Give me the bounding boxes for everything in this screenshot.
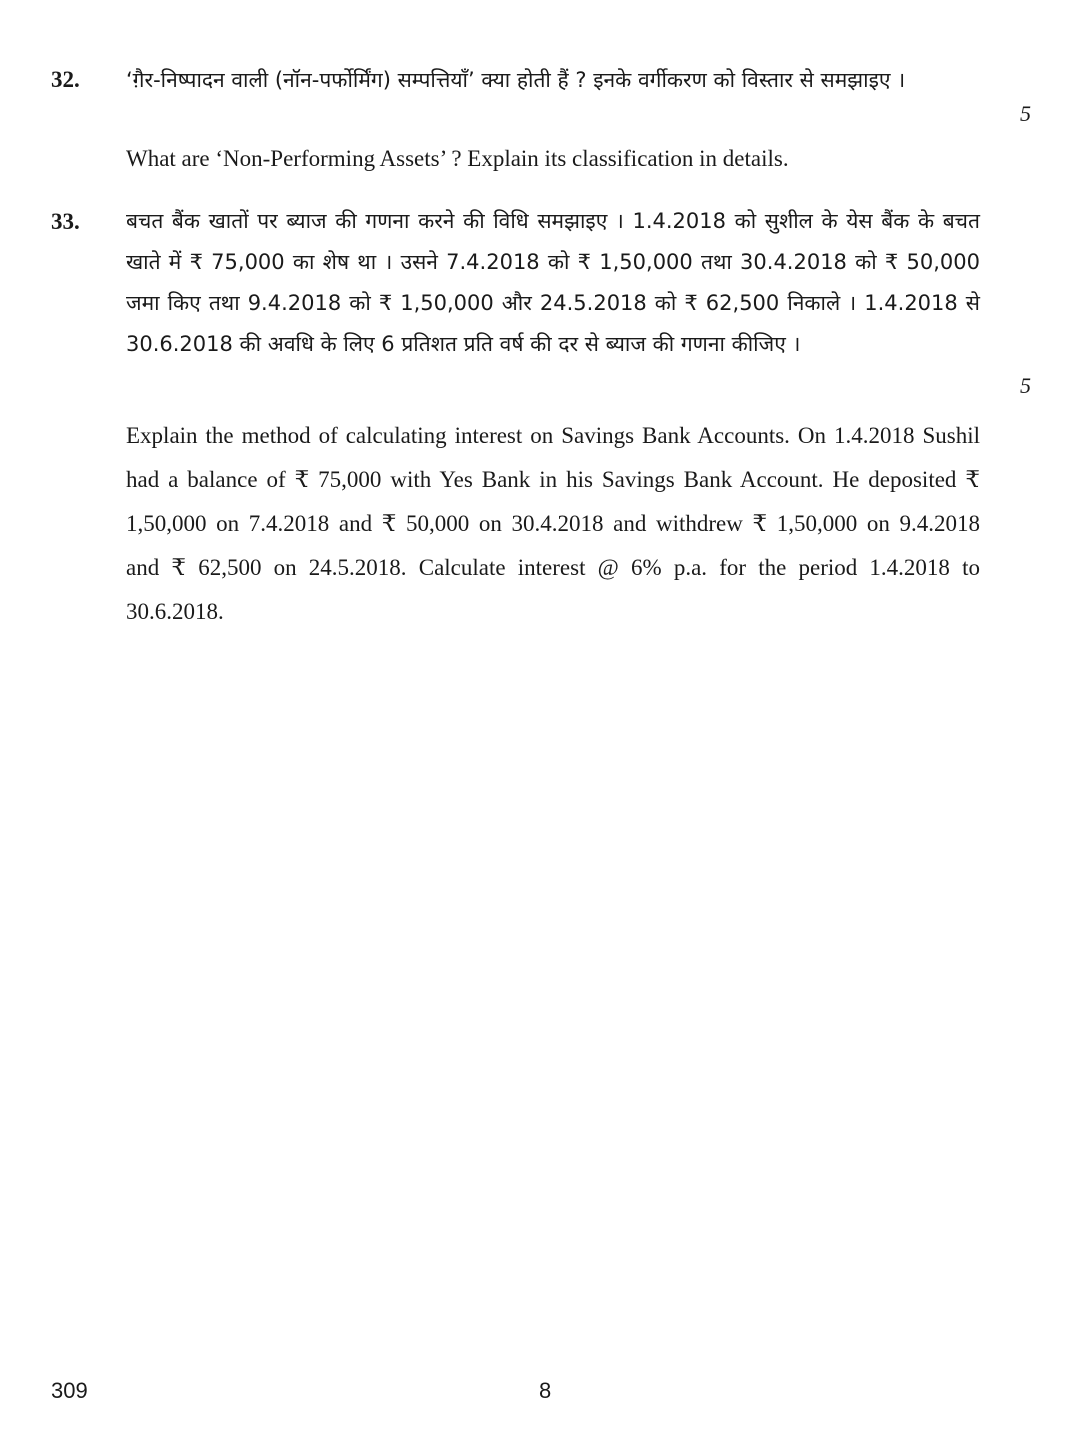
- question-number: 33.: [51, 209, 80, 234]
- page-number: 8: [539, 1378, 552, 1403]
- marks: 5: [1020, 373, 1031, 398]
- paper-code: 309: [51, 1378, 88, 1403]
- marks: 5: [1020, 101, 1031, 126]
- question-text-english: Explain the method of calculating interest on Savings Bank Accounts. On 1.4.2018 Sushil had a balance of ₹ 75,000 with Yes Bank in his Savings Bank Account. He deposited ₹ 1,50,000 on 7.4.2018 and ₹ 50,000 on 30.4.2018 and withdrew ₹ 1,50,000 on 9.4.2018 and ₹ 62,500 on 24.5.2018. Calculate interest @ 6% p.a. for the period 1.4.2018 to 30.6.2018.: [126, 423, 980, 624]
- question-text-hindi: बचत बैंक खातों पर ब्याज की गणना करने की विधि समझाइए । 1.4.2018 को सुशील के येस बैंक के बचत खाते में ₹ 75,000 का शेष था । उसने 7.4.2018 को ₹ 1,50,000 तथा 30.4.2018 को ₹ 50,000 जमा किए तथा 9.4.2018 को ₹ 1,50,000 और 24.5.2018 को ₹ 62,500 निकाले । 1.4.2018 से 30.6.2018 की अवधि के लिए 6 प्रतिशत प्रति वर्ष की दर से ब्याज की गणना कीजिए ।: [126, 209, 980, 356]
- question-text-english: What are ‘Non-Performing Assets’ ? Explain its classification in details.: [126, 146, 789, 171]
- question-number: 32.: [51, 67, 80, 92]
- question-text-hindi: ‘ग़ैर-निष्पादन वाली (नॉन-पर्फोर्मिंग) सम्पत्तियाँ’ क्या होती हैं ? इनके वर्गीकरण को विस्तार से समझाइए ।: [126, 68, 906, 92]
